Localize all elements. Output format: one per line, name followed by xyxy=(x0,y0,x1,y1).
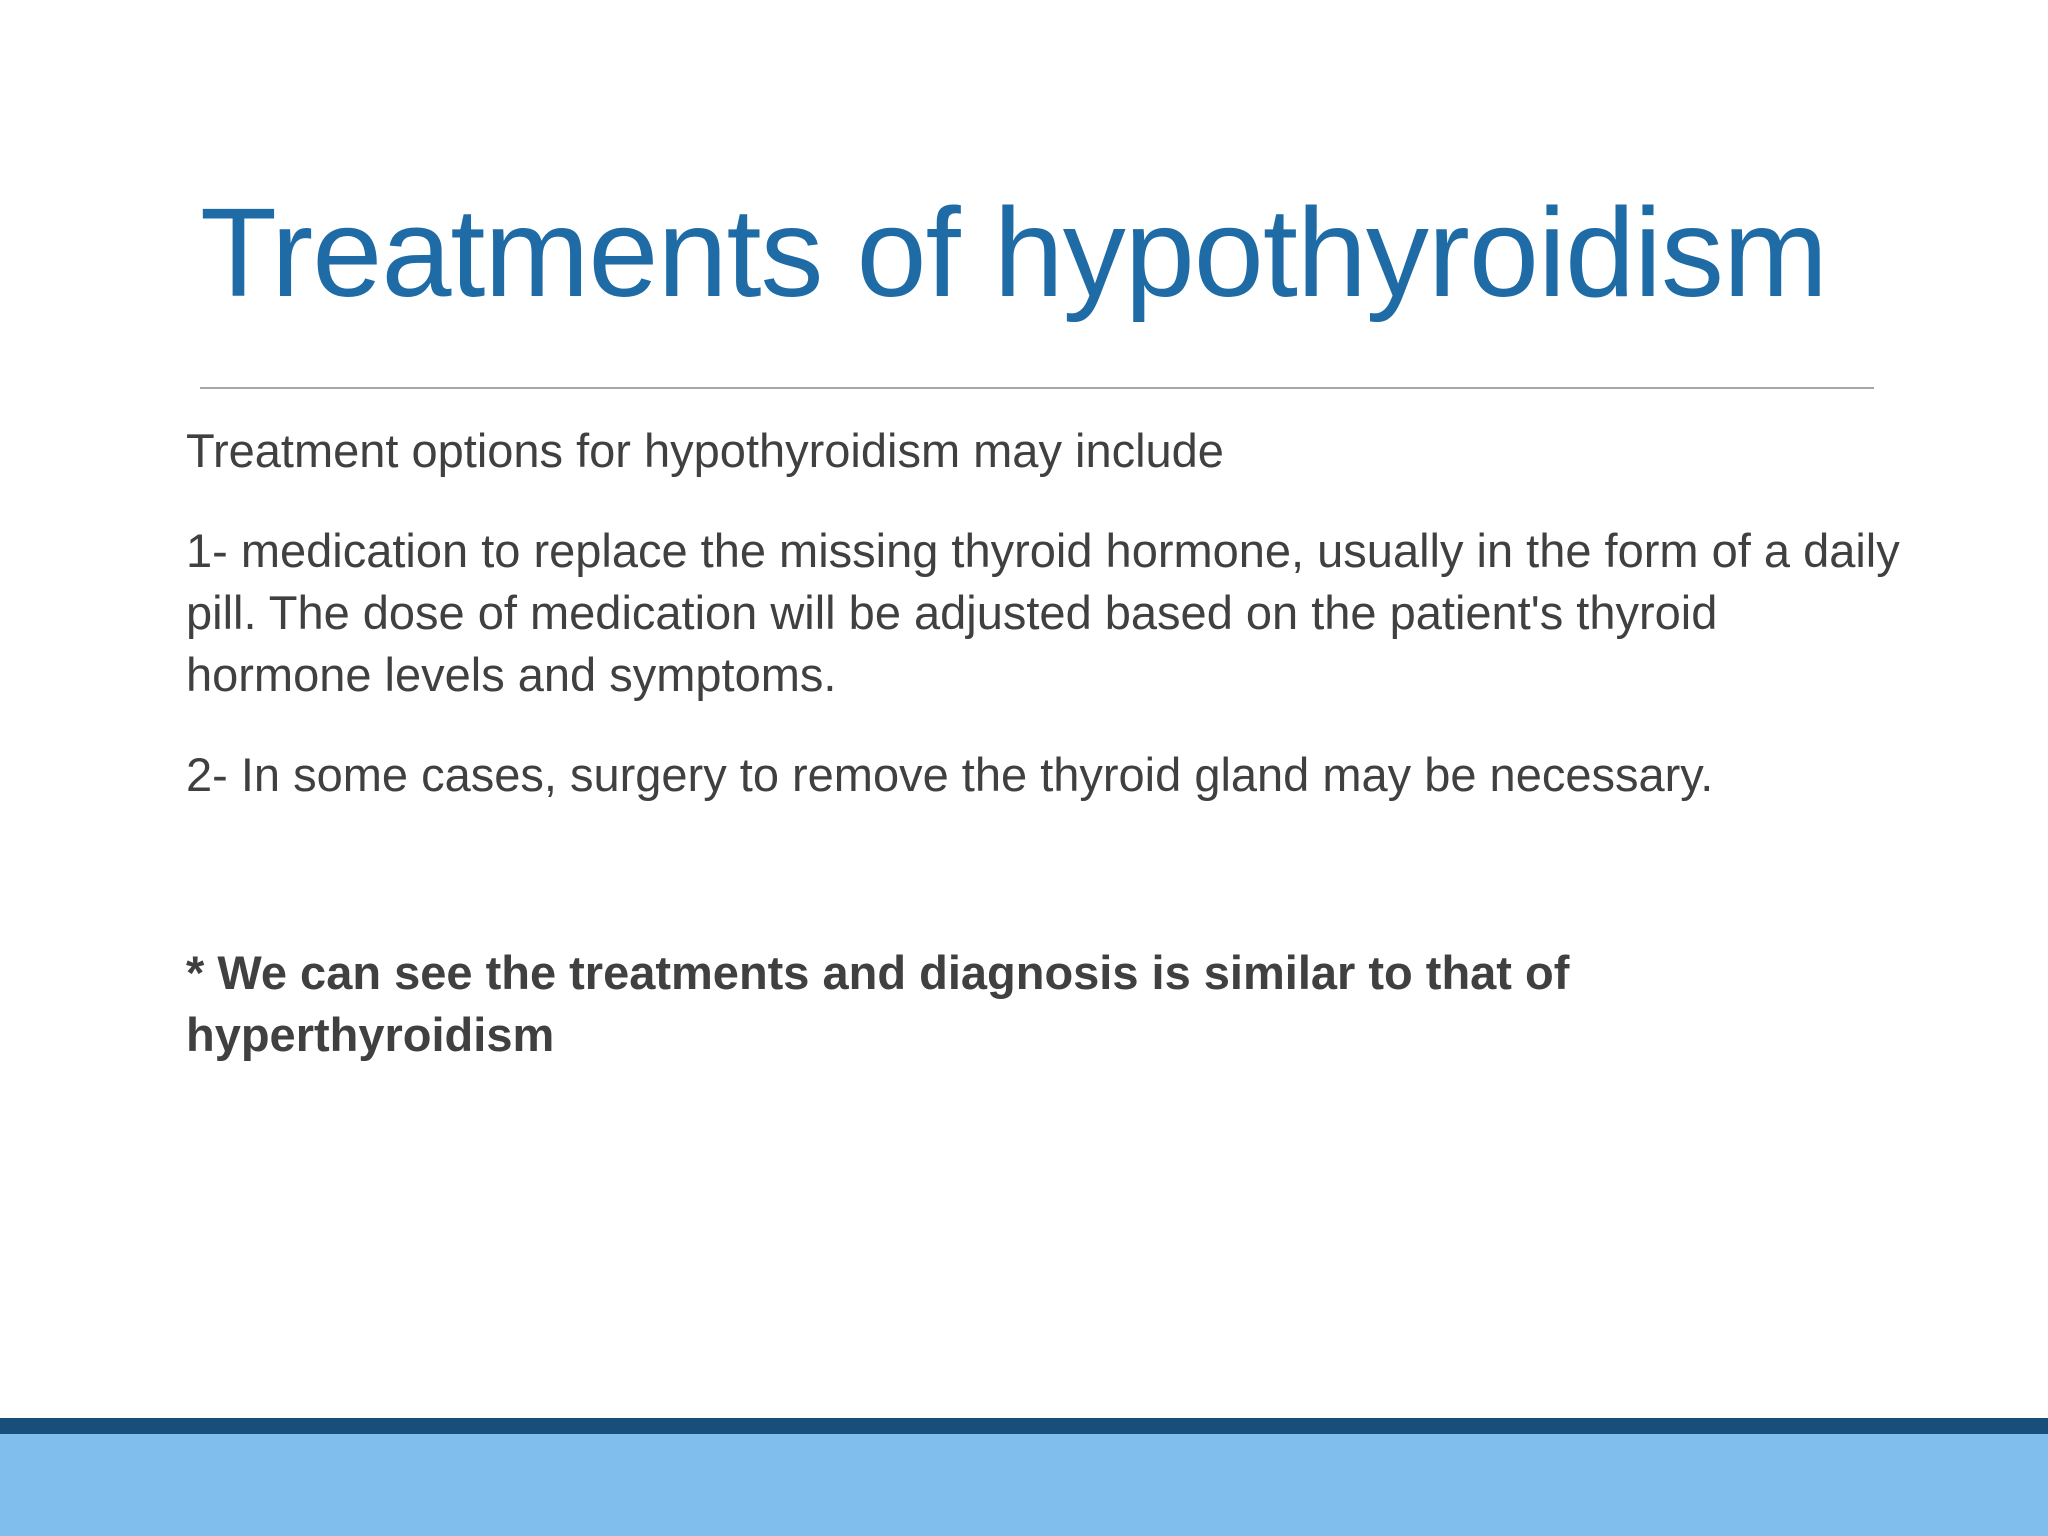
title-divider xyxy=(200,387,1874,389)
slide-title: Treatments of hypothyroidism xyxy=(200,182,1827,323)
footer-band-dark xyxy=(0,1418,2048,1434)
slide-body xyxy=(186,420,1906,1104)
footer-band-light xyxy=(0,1434,2048,1536)
summary-note: * We can see the treatments and diagnosis is similar to that of hyperthyroidism xyxy=(186,946,1570,1061)
treatment-item-medication: 1- medication to replace the missing thyroid hormone, usually in the form of a daily pill. The dose of medication will be adjusted based on the patient's thyroid hormone levels and symptoms. xyxy=(186,524,1900,701)
intro-paragraph: Treatment options for hypothyroidism may include xyxy=(186,424,1224,477)
treatment-item-surgery: 2- In some cases, surgery to remove the thyroid gland may be necessary. xyxy=(186,748,1714,801)
